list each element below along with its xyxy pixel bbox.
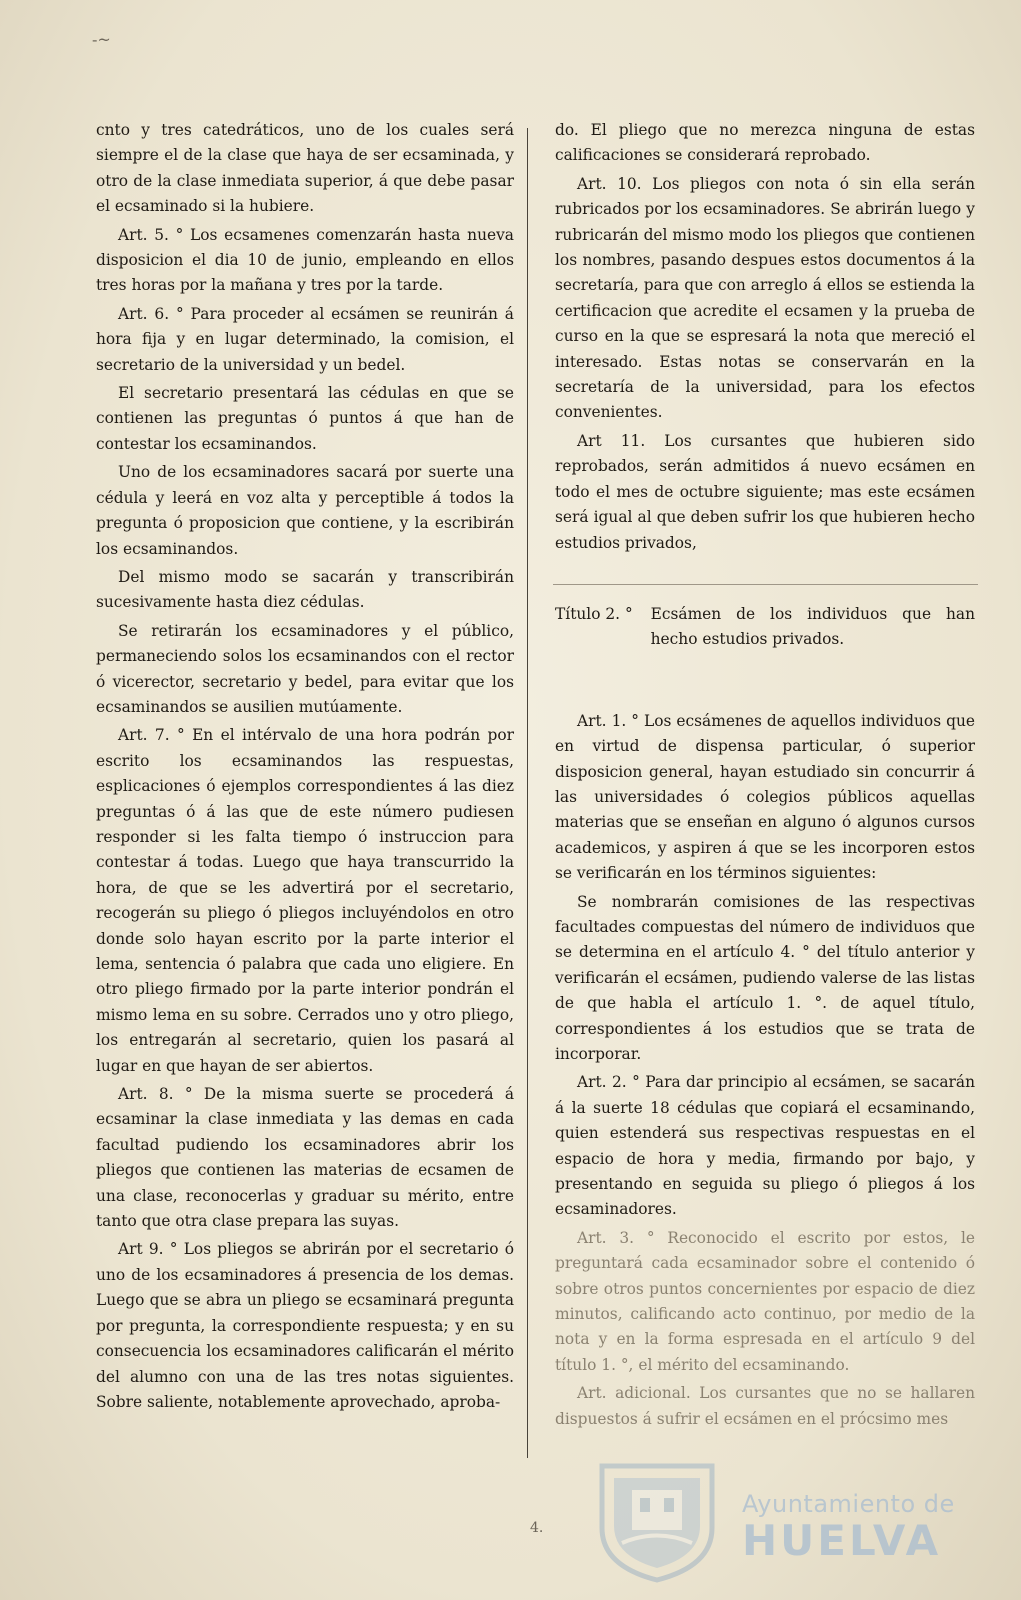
column-divider (527, 128, 528, 1458)
section-rule (553, 584, 978, 585)
left-paragraph: Art. 7. ° En el intérvalo de una hora podrán por escrito los ecsaminandos las respuestas, esplicaciones ó ejemplos correspondientes á las diez preguntas ó á las que de este número pudiesen responder si les falta tiempo ó instruccion para contestar á todas. Luego que haya transcurrido la hora, de que se les advertirá por el secretario, recogerán su pliego ó pliegos incluyéndolos en otro donde solo hayan escrito por la parte interior el lema, sentencia ó palabra que cada uno eligiere. En otro pliego firmado por la parte interior pondrán el mismo lema en su sobre. Cerrados uno y otro pliego, los entregarán al secretario, quien los pasará al lugar en que hayan de ser abiertos. (96, 726, 514, 1075)
right-paragraph: Art 11. Los cursantes que hubieren sido reprobados, serán admitidos á nuevo ecsámen en todo el mes de octubre siguiente; mas este ecsámen será igual al que deben sufrir los que hubieren hecho estudios privados, (555, 431, 975, 552)
page-mark: -~ (92, 30, 111, 49)
section-title (555, 602, 975, 653)
right-column (555, 118, 975, 1435)
left-paragraph: cnto y tres catedráticos, uno de los cuales será siempre el de la clase que haya de ser ecsaminada, y otro de la clase inmediata superior, á que debe pasar el ecsaminado si la hubiere. (96, 121, 514, 216)
bottom-mark: 4. (530, 1520, 544, 1536)
left-paragraph: Se retirarán los ecsaminadores y el público, permaneciendo solos los ecsaminandos con el rector ó vicerector, secretario y bedel, para evitar que los ecsaminandos se ausilien mutúamente. (96, 621, 514, 716)
left-paragraph: Art. 8. ° De la misma suerte se procederá á ecsaminar la clase inmediata y las demas en cada facultad pudiendo los ecsaminadores abrir los pliegos que contienen las materias de ecsamen de una clase, reconocerlas y graduar su mérito, entre tanto que otra clase prepara las suyas. (96, 1085, 514, 1231)
left-paragraph: Del mismo modo se sacarán y transcribirán sucesivamente hasta diez cédulas. (96, 567, 514, 612)
watermark-text (742, 1490, 955, 1564)
right-paragraph: Art. 3. ° Reconocido el escrito por estos, le preguntará cada ecsaminador sobre el contenido ó sobre otros puntos concernientes por espacio de diez minutos, calificando acto continuo, por medio de la nota y en la forma espresada en el artículo 9 del título 1. °, el mérito del ecsaminando. (555, 1228, 975, 1374)
left-paragraph: Art 9. ° Los pliegos se abrirán por el secretario ó uno de los ecsaminadores á presencia de los demas. Luego que se abra un pliego se ecsaminará pregunta por pregunta, la correspondiente respuesta; y en su consecuencia los ecsaminadores calificarán el mérito del alumno con una de las tres notas siguientes. Sobre saliente, notablemente aprovechado, aproba- (96, 1240, 514, 1411)
left-column (96, 118, 514, 1418)
section-title-label: Título 2. ° (555, 604, 633, 623)
right-paragraph: do. El pliego que no merezca ninguna de estas calificaciones se considerará reprobado. (555, 121, 975, 165)
right-paragraph: Art. 10. Los pliegos con nota ó sin ella serán rubricados por los ecsaminadores. Se abrirán luego y rubricarán del mismo modo los pliegos que contienen los nombres, pasando despues estos documentos á la secretaría, para que con arreglo á ellos se estienda la certificacion que acredite el ecsamen y la prueba de curso en la que se espresará la nota que mereció el interesado. Estas notas se conservarán en la secretaría de la universidad, para los efectos convenientes. (555, 174, 975, 422)
section-title-text: Ecsámen de los individuos que han hecho estudios privados. (650, 604, 975, 649)
city-seal-watermark-icon (592, 1448, 722, 1583)
right-paragraph: Art. 2. ° Para dar principio al ecsámen, se sacarán á la suerte 18 cédulas que copiará el ecsaminando, quien estenderá sus respectivas respuestas en el espacio de hora y media, firmando por bajo, y presentando en seguida su pliego ó pliegos á los ecsaminadores. (555, 1073, 975, 1219)
left-paragraph: Uno de los ecsaminadores sacará por suerte una cédula y leerá en voz alta y perceptible á todos la pregunta ó proposicion que contiene, y la escribirán los ecsaminandos. (96, 463, 514, 558)
left-paragraph: El secretario presentará las cédulas en que se contienen las preguntas ó puntos á que han de contestar los ecsaminandos. (96, 384, 514, 453)
watermark-line2: HUELVA (742, 1516, 942, 1565)
watermark-line1: Ayuntamiento de (742, 1490, 955, 1518)
right-paragraph: Art. adicional. Los cursantes que no se hallaren dispuestos á sufrir el ecsámen en el prócsimo mes (555, 1384, 975, 1428)
left-paragraph: Art. 5. ° Los ecsamenes comenzarán hasta nueva disposicion el dia 10 de junio, empleando en ellos tres horas por la mañana y tres por la tarde. (96, 225, 514, 295)
right-paragraph: Se nombrarán comisiones de las respectivas facultades compuestas del número de individuos que se determina en el artículo 4. ° del título anterior y verificarán el ecsámen, pudiendo valerse de las listas de que habla el artículo 1. °. de aquel título, correspondientes á los estudios que se trata de incorporar. (555, 892, 975, 1063)
left-paragraph: Art. 6. ° Para proceder al ecsámen se reunirán á hora fija y en lugar determinado, la comision, el secretario de la universidad y un bedel. (96, 304, 514, 374)
right-paragraph: Art. 1. ° Los ecsámenes de aquellos individuos que en virtud de dispensa particular, ó superior disposicion general, hayan estudiado sin concurrir á las universidades ó colegios públicos aquellas materias que se enseñan en alguno ó algunos cursos academicos, y aspiren á que se les incorporen estos se verificarán en los términos siguientes: (555, 711, 975, 883)
